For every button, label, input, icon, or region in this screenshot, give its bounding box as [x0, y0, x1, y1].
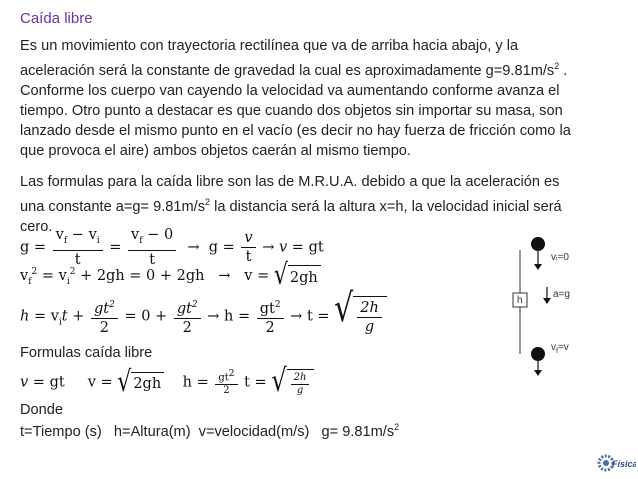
free-fall-svg: [508, 230, 588, 390]
ball-top: [531, 237, 545, 251]
gear-logo-icon: [596, 452, 636, 474]
variable-definitions: t=Tiempo (s) h=Altura(m) v=velocidad(m/s) $g= 9.81m/s^2$: [20, 422, 400, 440]
label-a: a=g: [553, 289, 570, 300]
equation-height: $h = v_it$ + $\frac{gt^2}{2}$ = 0 + $\frac{gt^2}{2}$ → h = $\frac{gt^2}{2}$ → t = √ $\frac{2h}{g}$: [20, 296, 387, 337]
section-formulas-heading: Formulas caída libre: [20, 345, 153, 361]
arrow-vi-head: [534, 264, 542, 270]
arrow-a-head: [543, 298, 551, 304]
intro-paragraph: Es un movimiento con trayectoria rectilínea que va de arriba hacia abajo, y la aceleración será la constante de gravedad la cual es aproximadamente $g=9.81m/s^2$ . Conforme los cuerpo van cayendo la velocidad va aumentando conforme avanza el tiempo. Otro punto a destacar es que cuando dos objetos sin importar su masa, son lanzado desde el mismo punto en el vacío (es decir no hay fuerza de fricción como la que provoca el aire) ambos objetos caerán al mismo tiempo.: [20, 38, 571, 159]
label-vi: vᵢ=0: [551, 252, 569, 263]
free-fall-diagram: [508, 230, 588, 390]
formulas-paragraph: Las formulas para la caída libre son las de M.R.U.A. debido a que la aceleración es una constante $a=g= 9.81m/s^2$ la distancia será la altura x=h, la velocidad inicial será cero.: [20, 174, 562, 235]
section-donde-heading: Donde: [20, 402, 64, 418]
equation-summary: v = gt v = √ 2gh h = $\frac{gt^2}{2}$ t = √ $\frac{2h}{g}$: [20, 368, 314, 397]
equation-gravity: g = $\frac{v_f - v_i}{t}$ = $\frac{v_f - 0}{t}$ → g = $\frac{v}{t}$ → v = gt: [20, 227, 324, 268]
label-h: h: [517, 295, 523, 306]
svg-text:Física: Física: [612, 459, 636, 469]
arrow-vf-head: [534, 370, 542, 376]
ball-bottom: [531, 347, 545, 361]
label-vf: $v_f=v$: [551, 342, 569, 355]
equation-velocity-squared: $v_f^2 = v_i^2 + 2gh = 0 + 2gh \to v$ = √ 2gh: [20, 265, 321, 287]
slide-title: Caída libre: [20, 10, 93, 27]
fisica-logo: [596, 452, 636, 474]
